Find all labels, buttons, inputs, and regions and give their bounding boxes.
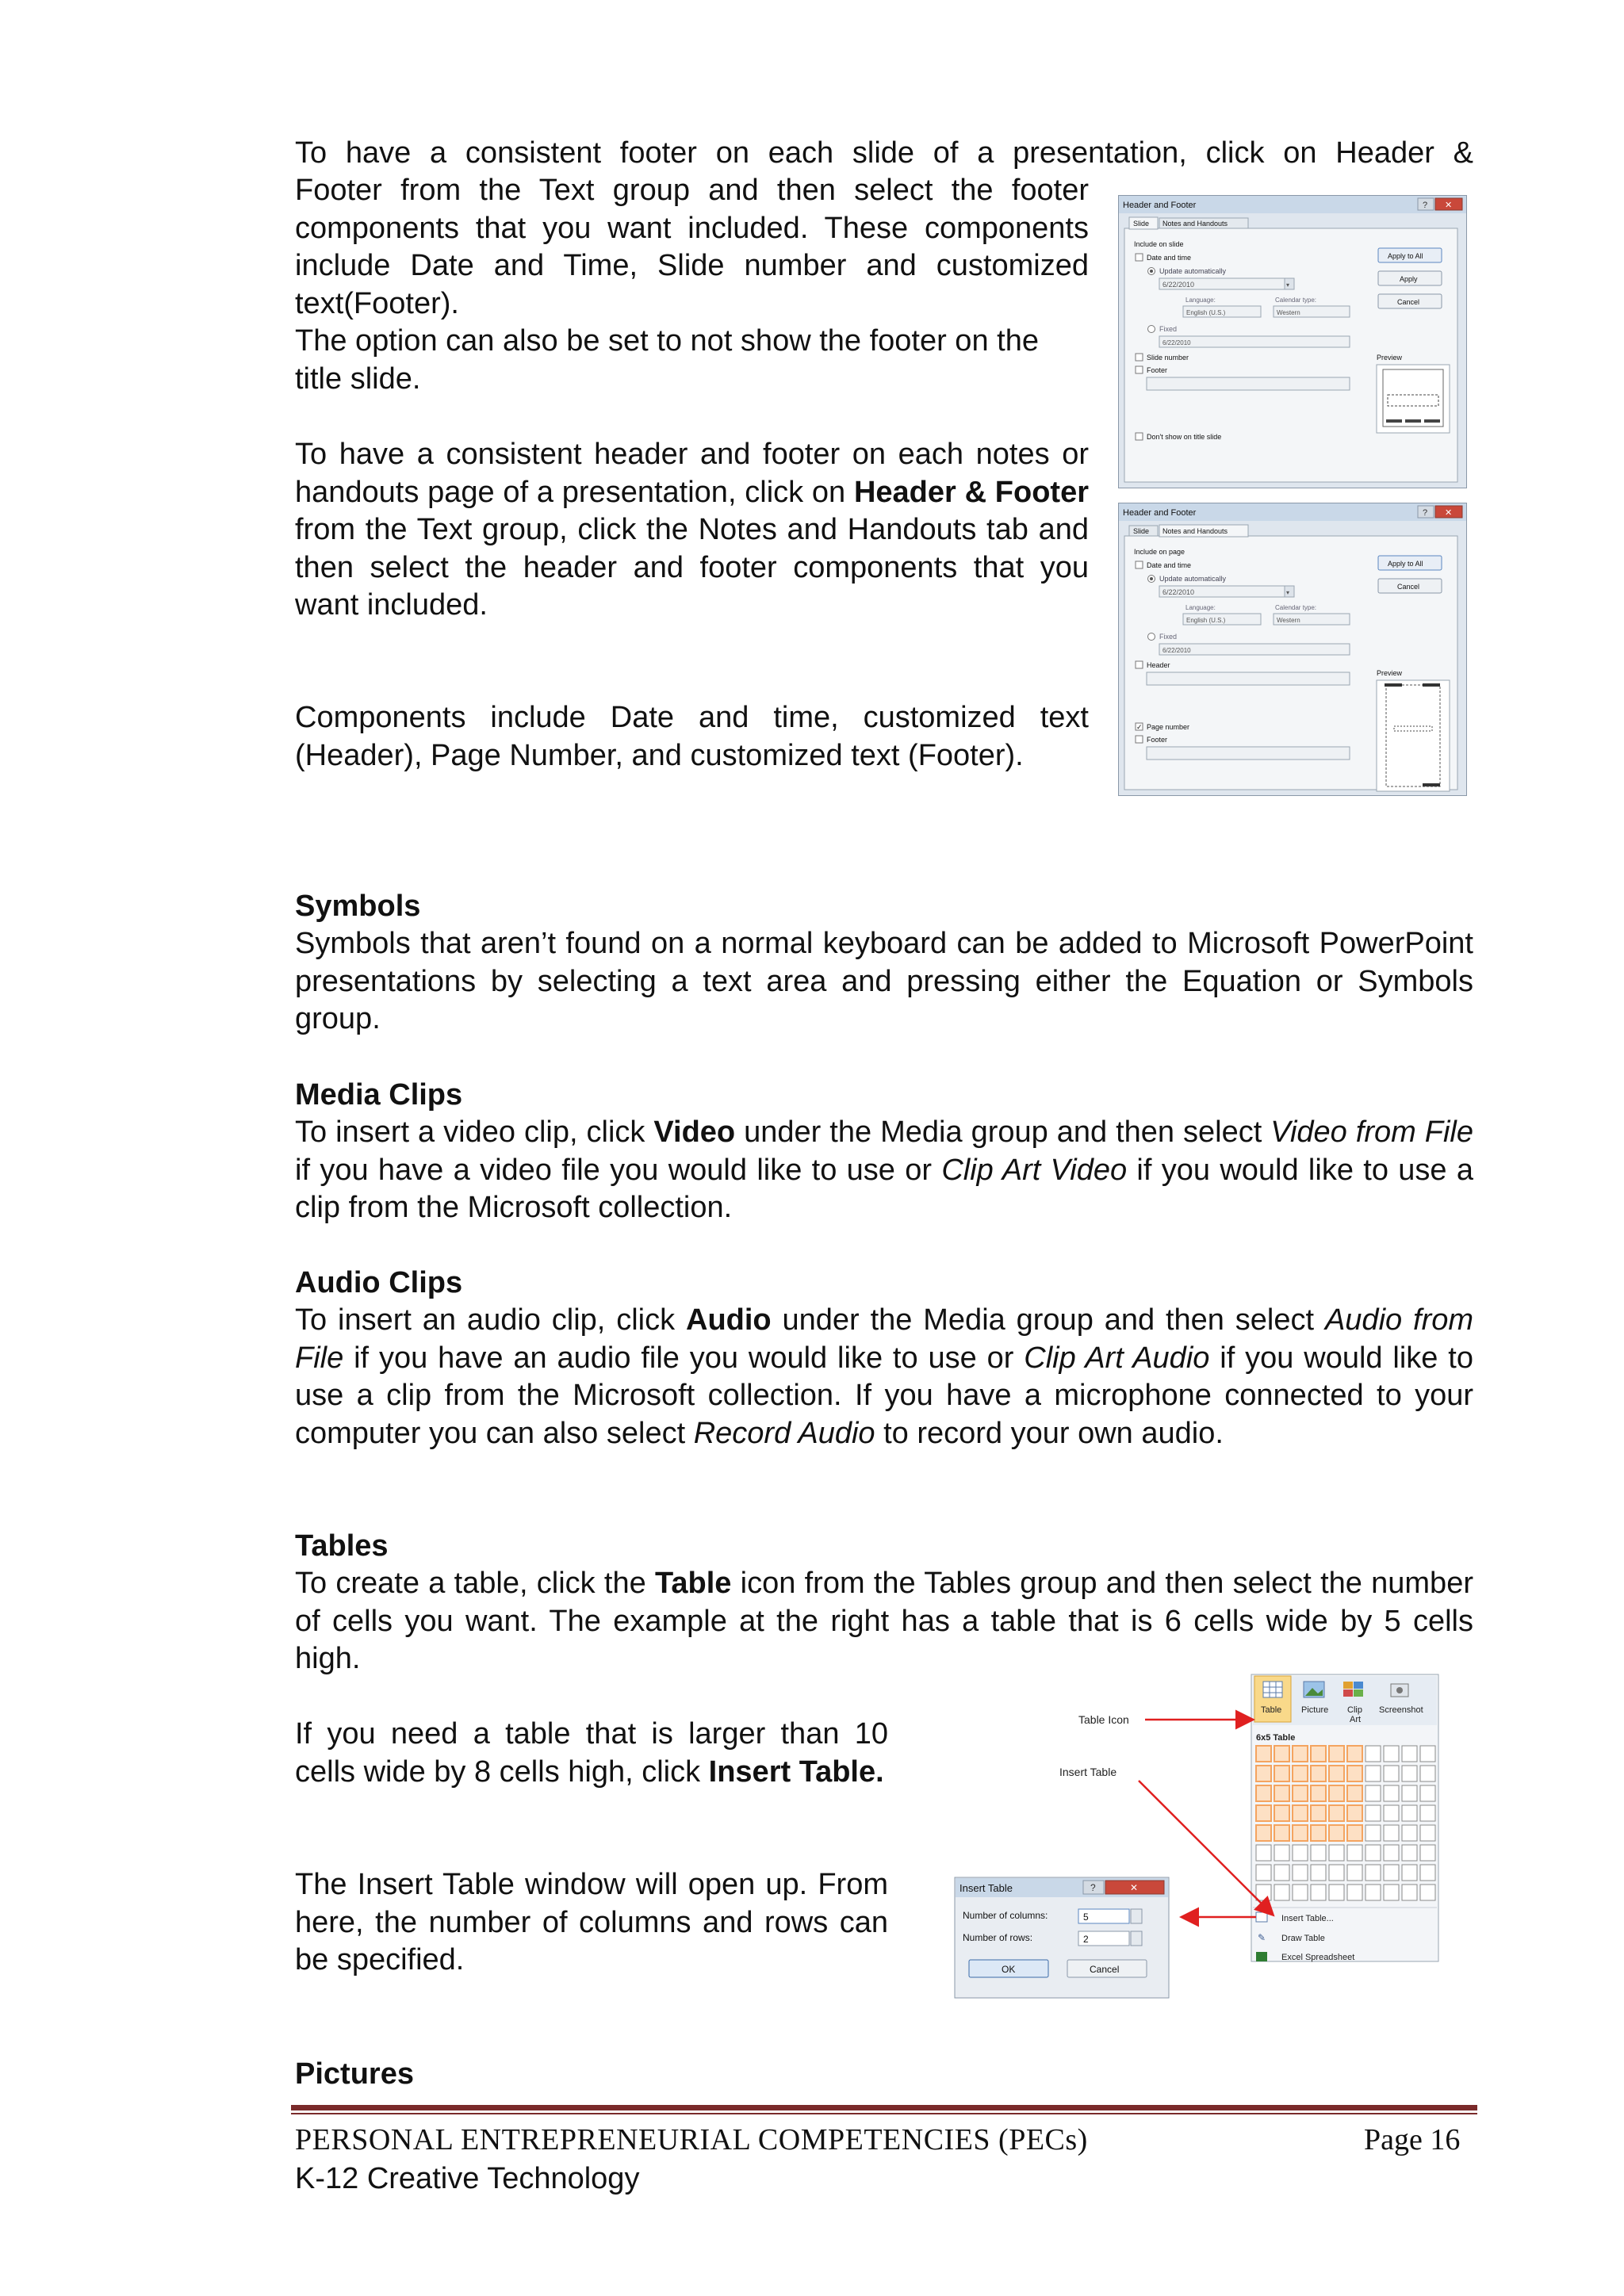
grid-cell[interactable] xyxy=(1274,1885,1289,1900)
grid-cell-selected[interactable] xyxy=(1329,1805,1344,1821)
grid-cell[interactable] xyxy=(1347,1885,1362,1900)
grid-cell[interactable] xyxy=(1365,1865,1381,1881)
footer-checkbox[interactable] xyxy=(1136,366,1143,373)
grid-cell-selected[interactable] xyxy=(1293,1785,1308,1801)
audio-text-5: to record your own audio. xyxy=(875,1416,1224,1450)
grid-cell-selected[interactable] xyxy=(1311,1785,1326,1801)
fixed-value: 6/22/2010 xyxy=(1162,339,1191,346)
grid-cell-selected[interactable] xyxy=(1256,1785,1271,1801)
dont-show-checkbox[interactable] xyxy=(1136,433,1143,440)
audio-text-3: if you have an audio file you would like to use or xyxy=(343,1341,1025,1375)
grid-cell[interactable] xyxy=(1311,1865,1326,1881)
media-italic-video-from-file: Video from File xyxy=(1270,1115,1473,1149)
footer-label: Footer xyxy=(1147,366,1168,374)
grid-cell[interactable] xyxy=(1420,1865,1435,1881)
grid-cell[interactable] xyxy=(1365,1785,1381,1801)
grid-cell[interactable] xyxy=(1420,1885,1435,1900)
date-time-checkbox[interactable] xyxy=(1136,561,1143,568)
grid-cell-selected[interactable] xyxy=(1347,1785,1362,1801)
header-checkbox[interactable] xyxy=(1136,661,1143,668)
audio-text-1: To insert an audio clip, click xyxy=(295,1303,686,1337)
grid-cell[interactable] xyxy=(1365,1825,1381,1841)
cancel-label: Cancel xyxy=(1090,1964,1120,1975)
grid-cell[interactable] xyxy=(1402,1845,1417,1861)
grid-cell-selected[interactable] xyxy=(1274,1825,1289,1841)
cancel-label: Cancel xyxy=(1397,583,1420,591)
table-icon xyxy=(1263,1682,1282,1697)
chevron-down-icon: ▾ xyxy=(1286,281,1290,289)
tables-bold-table: Table xyxy=(654,1567,732,1600)
pictures-heading: Pictures xyxy=(295,2057,414,2091)
grid-cell-selected[interactable] xyxy=(1347,1825,1362,1841)
grid-cell-selected[interactable] xyxy=(1293,1805,1308,1821)
date-time-label: Date and time xyxy=(1147,254,1192,262)
svg-text:?: ? xyxy=(1423,201,1428,210)
footer-input[interactable] xyxy=(1147,747,1350,760)
include-label: Include on page xyxy=(1134,548,1185,556)
grid-cell[interactable] xyxy=(1402,1746,1417,1762)
grid-cell-selected[interactable] xyxy=(1347,1805,1362,1821)
grid-cell[interactable] xyxy=(1256,1865,1271,1881)
grid-cell[interactable] xyxy=(1402,1805,1417,1821)
language-value: English (U.S.) xyxy=(1186,617,1226,624)
hf-para2 xyxy=(295,436,1089,625)
close-icon: ✕ xyxy=(1130,1882,1139,1893)
grid-cell[interactable] xyxy=(1329,1885,1344,1900)
grid-cell[interactable] xyxy=(1384,1845,1399,1861)
grid-cell-selected[interactable] xyxy=(1274,1746,1289,1762)
apply-all-label: Apply to All xyxy=(1388,252,1423,260)
grid-cell[interactable] xyxy=(1311,1885,1326,1900)
grid-cell[interactable] xyxy=(1384,1885,1399,1900)
apply-all-label: Apply to All xyxy=(1388,560,1423,568)
ribbon-picture-label[interactable]: Picture xyxy=(1301,1705,1329,1715)
tables-text xyxy=(295,1565,1473,1678)
dont-show-label: Don't show on title slide xyxy=(1147,433,1222,441)
grid-cell[interactable] xyxy=(1256,1885,1271,1900)
menu-insert-table[interactable]: Insert Table... xyxy=(1281,1914,1334,1923)
grid-cell-selected[interactable] xyxy=(1311,1825,1326,1841)
rows-spinner[interactable] xyxy=(1131,1931,1142,1946)
tables-larger-text xyxy=(295,1716,888,1791)
date-time-checkbox[interactable] xyxy=(1136,254,1143,261)
slide-number-checkbox[interactable] xyxy=(1136,354,1143,361)
grid-cell[interactable] xyxy=(1365,1805,1381,1821)
grid-cell[interactable] xyxy=(1384,1766,1399,1781)
clip-art-icon xyxy=(1343,1682,1353,1689)
grid-cell[interactable] xyxy=(1274,1865,1289,1881)
rows-value: 2 xyxy=(1083,1934,1089,1945)
footer-subtitle: K-12 Creative Technology xyxy=(295,2162,640,2195)
audio-italic-record-audio: Record Audio xyxy=(693,1416,875,1450)
rows-label: Number of rows: xyxy=(963,1932,1033,1943)
update-auto-label: Update automatically xyxy=(1159,575,1227,583)
grid-cell-selected[interactable] xyxy=(1256,1746,1271,1762)
excel-icon xyxy=(1256,1952,1267,1961)
cancel-label: Cancel xyxy=(1397,298,1420,306)
preview-label: Preview xyxy=(1377,669,1403,677)
insert-table-icon xyxy=(1256,1912,1267,1922)
grid-cell[interactable] xyxy=(1420,1845,1435,1861)
preview-label: Preview xyxy=(1377,354,1403,362)
media-bold-video: Video xyxy=(653,1115,736,1149)
header-footer-dialog-notes xyxy=(1118,503,1467,796)
grid-cell[interactable] xyxy=(1347,1865,1362,1881)
grid-cell[interactable] xyxy=(1402,1825,1417,1841)
grid-cell-selected[interactable] xyxy=(1311,1805,1326,1821)
audio-italic-clip-art-audio: Clip Art Audio xyxy=(1024,1341,1210,1375)
language-value: English (U.S.) xyxy=(1186,309,1226,316)
calendar-value: Western xyxy=(1277,309,1300,316)
grid-cell[interactable] xyxy=(1384,1785,1399,1801)
grid-cell[interactable] xyxy=(1274,1845,1289,1861)
dialog-title: Header and Footer xyxy=(1123,201,1197,210)
grid-cell-selected[interactable] xyxy=(1293,1825,1308,1841)
footer-rule xyxy=(291,2105,1477,2110)
media-text xyxy=(295,1114,1473,1227)
tables-insert-window-text: The Insert Table window will open up. From here, the number of columns and rows can be specified. xyxy=(295,1868,888,1976)
date-time-label: Date and time xyxy=(1147,561,1192,569)
hf-para1-title-slide: The option can also be set to not show the footer on the title slide. xyxy=(295,324,1039,396)
table-icon-callout: Table Icon xyxy=(1078,1713,1129,1726)
symbols-heading: Symbols xyxy=(295,890,421,923)
grid-cell-selected[interactable] xyxy=(1293,1746,1308,1762)
grid-cell[interactable] xyxy=(1384,1865,1399,1881)
grid-cell-selected[interactable] xyxy=(1256,1805,1271,1821)
header-footer-dialog-slide xyxy=(1118,195,1467,488)
preview-page xyxy=(1386,685,1440,786)
grid-cell-selected[interactable] xyxy=(1329,1766,1344,1781)
date-value: 6/22/2010 xyxy=(1162,588,1195,596)
media-italic-clip-art-video: Clip Art Video xyxy=(941,1153,1128,1187)
menu-draw-table[interactable]: Draw Table xyxy=(1281,1934,1325,1943)
footer-checkbox[interactable] xyxy=(1136,736,1143,743)
grid-cell[interactable] xyxy=(1329,1865,1344,1881)
ribbon-table-label: Table xyxy=(1261,1705,1282,1715)
grid-cell[interactable] xyxy=(1293,1865,1308,1881)
grid-cell[interactable] xyxy=(1293,1845,1308,1861)
grid-cell[interactable] xyxy=(1420,1805,1435,1821)
check-icon: ✓ xyxy=(1136,723,1143,731)
grid-cell[interactable] xyxy=(1402,1785,1417,1801)
audio-italic-audio-from-file: Audio from File xyxy=(295,1303,1474,1375)
audio-bold-audio: Audio xyxy=(686,1303,772,1337)
grid-cell-selected[interactable] xyxy=(1347,1766,1362,1781)
fixed-label: Fixed xyxy=(1159,633,1178,641)
audio-text-4: if you would like to use a clip from the Microsoft collection. If you have a microphone connected to your computer you can also select xyxy=(295,1341,1473,1450)
calendar-label: Calendar type: xyxy=(1275,604,1317,611)
ribbon-screenshot-label[interactable]: Screenshot xyxy=(1379,1705,1423,1715)
hf-para3: Components include Date and time, customized text (Header), Page Number, and customized text (Footer). xyxy=(295,701,1089,772)
hf-para1-body: Footer from the Text group and then select the footer components that you want included. These components include Date and Time, Slide number and customized text(Footer). xyxy=(295,174,1089,320)
media-text-3: if you have a video file you would like to use or xyxy=(295,1153,942,1187)
ribbon-clip-label[interactable]: Clip xyxy=(1347,1705,1362,1715)
grid-cell[interactable] xyxy=(1365,1845,1381,1861)
grid-cell[interactable] xyxy=(1402,1865,1417,1881)
close-icon: ✕ xyxy=(1445,201,1453,210)
grid-cell-selected[interactable] xyxy=(1256,1825,1271,1841)
grid-cell[interactable] xyxy=(1420,1766,1435,1781)
fixed-label: Fixed xyxy=(1159,325,1178,333)
calendar-label: Calendar type: xyxy=(1275,297,1317,304)
grid-cell[interactable] xyxy=(1402,1766,1417,1781)
tab-notes-label: Notes and Handouts xyxy=(1162,220,1228,228)
grid-cell[interactable] xyxy=(1329,1845,1344,1861)
grid-cell[interactable] xyxy=(1293,1885,1308,1900)
grid-cell-selected[interactable] xyxy=(1329,1746,1344,1762)
ribbon-art-label[interactable]: Art xyxy=(1350,1715,1362,1724)
media-text-4: if you would like to use a clip from the Microsoft collection. xyxy=(295,1153,1473,1224)
grid-cell-selected[interactable] xyxy=(1329,1785,1344,1801)
page-number: Page 16 xyxy=(1364,2123,1461,2156)
columns-label: Number of columns: xyxy=(963,1910,1048,1921)
grid-cell[interactable] xyxy=(1384,1825,1399,1841)
insert-dialog-title: Insert Table xyxy=(959,1882,1013,1894)
hf-para2-text: To have a consistent header and footer on each notes or handouts page of a presentation, click on xyxy=(295,438,1089,509)
ok-label: OK xyxy=(1002,1964,1016,1975)
grid-cell[interactable] xyxy=(1420,1785,1435,1801)
grid-cell-selected[interactable] xyxy=(1311,1766,1326,1781)
hf-para1-line1: To have a consistent footer on each slide of a presentation, click on Header & xyxy=(295,136,1473,170)
media-text-1: To insert a video clip, click xyxy=(295,1115,654,1149)
tables-larger-text-1: If you need a table that is larger than 10 cells wide by 8 cells high, click xyxy=(295,1717,888,1789)
grid-cell[interactable] xyxy=(1384,1746,1399,1762)
symbols-text: Symbols that aren’t found on a normal keyboard can be added to Microsoft PowerPoint presentations by selecting a text area and pressing either the Equation or Symbols group. xyxy=(295,927,1473,1035)
header-input[interactable] xyxy=(1147,672,1350,685)
grid-cell[interactable] xyxy=(1420,1746,1435,1762)
footer-label: Footer xyxy=(1147,736,1168,744)
audio-heading: Audio Clips xyxy=(295,1266,463,1299)
close-icon: ✕ xyxy=(1445,508,1453,518)
tab-slide-label: Slide xyxy=(1133,220,1150,228)
header-label: Header xyxy=(1147,661,1170,669)
footer-title: PERSONAL ENTREPRENEURIAL COMPETENCIES (PECs) xyxy=(295,2123,1088,2156)
columns-value: 5 xyxy=(1083,1911,1089,1923)
language-label: Language: xyxy=(1185,297,1216,304)
calendar-value: Western xyxy=(1277,617,1300,624)
tables-heading: Tables xyxy=(295,1529,389,1563)
grid-cell[interactable] xyxy=(1365,1746,1381,1762)
footer-input[interactable] xyxy=(1147,377,1350,390)
grid-cell[interactable] xyxy=(1384,1805,1399,1821)
fixed-radio[interactable] xyxy=(1148,633,1155,641)
fixed-value: 6/22/2010 xyxy=(1162,647,1191,654)
draw-table-icon: ✎ xyxy=(1258,1932,1266,1943)
grid-cell[interactable] xyxy=(1311,1845,1326,1861)
table-illustration xyxy=(952,1671,1443,2004)
grid-cell-selected[interactable] xyxy=(1347,1746,1362,1762)
tables-bold-insert-table: Insert Table. xyxy=(708,1755,884,1789)
grid-cell[interactable] xyxy=(1365,1766,1381,1781)
columns-spinner[interactable] xyxy=(1131,1909,1142,1923)
grid-cell[interactable] xyxy=(1256,1845,1271,1861)
grid-cell[interactable] xyxy=(1420,1825,1435,1841)
fixed-radio[interactable] xyxy=(1148,326,1155,333)
grid-cell-selected[interactable] xyxy=(1274,1785,1289,1801)
tables-text-1: To create a table, click the xyxy=(295,1567,655,1600)
grid-cell[interactable] xyxy=(1347,1845,1362,1861)
svg-text:?: ? xyxy=(1090,1882,1096,1893)
media-text-2: under the Media group and then select xyxy=(735,1115,1271,1149)
apply-label: Apply xyxy=(1400,275,1418,283)
grid-cell-selected[interactable] xyxy=(1293,1766,1308,1781)
footer-rule-thin xyxy=(291,2113,1477,2114)
hf-para2-text-end: from the Text group, click the Notes and Handouts tab and then select the header and footer components that you want included. xyxy=(295,513,1089,622)
hf-para2-bold: Header & Footer xyxy=(853,475,1089,509)
preview-slide xyxy=(1383,369,1443,427)
svg-text:?: ? xyxy=(1423,508,1428,518)
grid-cell-selected[interactable] xyxy=(1329,1825,1344,1841)
tab-slide-label: Slide xyxy=(1133,527,1150,535)
audio-text-2: under the Media group and then select xyxy=(771,1303,1325,1337)
include-label: Include on slide xyxy=(1134,240,1184,248)
tab-notes-label: Notes and Handouts xyxy=(1162,527,1228,535)
audio-text xyxy=(295,1302,1473,1452)
tables-text-2: icon from the Tables group and then select the number of cells you want. The example at the right has a table that is 6 cells wide by 5 cells high. xyxy=(295,1567,1473,1675)
grid-cell-selected[interactable] xyxy=(1311,1746,1326,1762)
menu-excel-spreadsheet[interactable]: Excel Spreadsheet xyxy=(1281,1953,1355,1962)
grid-cell[interactable] xyxy=(1402,1885,1417,1900)
media-heading: Media Clips xyxy=(295,1078,463,1112)
page-number-label: Page number xyxy=(1147,723,1190,731)
grid-cell[interactable] xyxy=(1365,1885,1381,1900)
grid-cell-selected[interactable] xyxy=(1256,1766,1271,1781)
update-auto-label: Update automatically xyxy=(1159,267,1227,275)
insert-table-callout: Insert Table xyxy=(1059,1766,1117,1778)
grid-cell-selected[interactable] xyxy=(1274,1766,1289,1781)
language-label: Language: xyxy=(1185,604,1216,611)
slide-number-label: Slide number xyxy=(1147,354,1189,362)
date-value: 6/22/2010 xyxy=(1162,281,1195,289)
grid-cell-selected[interactable] xyxy=(1274,1805,1289,1821)
dialog-title: Header and Footer xyxy=(1123,508,1197,518)
grid-size-label: 6x5 Table xyxy=(1256,1733,1296,1743)
chevron-down-icon: ▾ xyxy=(1286,589,1290,596)
